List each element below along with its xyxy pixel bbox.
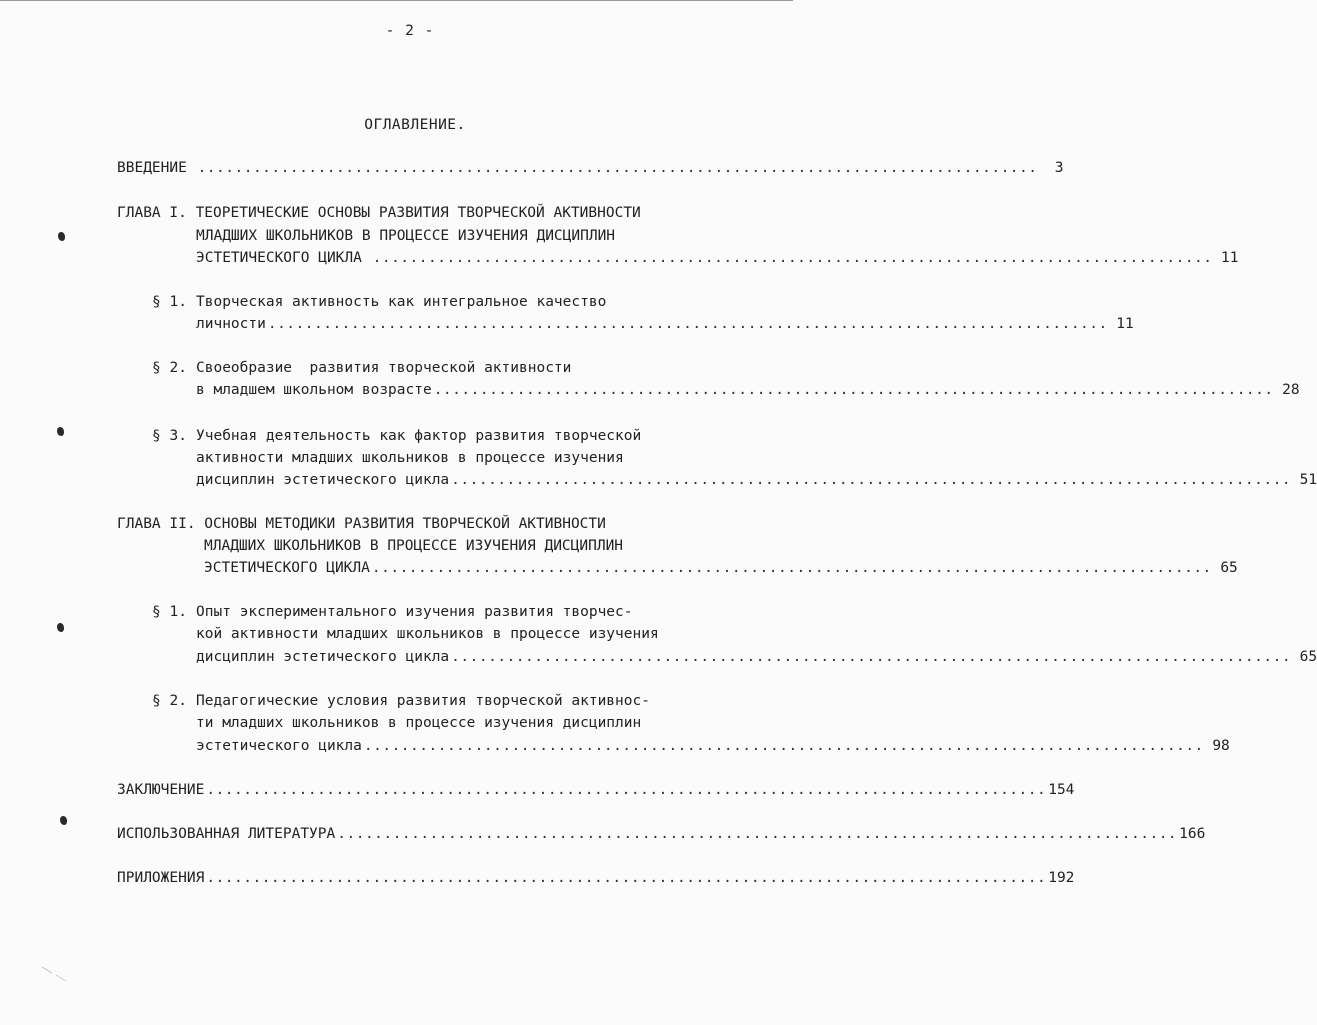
- section-title: Своеобразие развития творческой активности: [196, 360, 572, 376]
- toc-entry-intro: [117, 157, 1064, 179]
- toc-page: 154: [1048, 782, 1075, 798]
- leader-dots: ...........................................................................................: [372, 250, 1213, 266]
- leader-dots: ...........................................................................................: [267, 316, 1108, 332]
- toc-page: 11: [1116, 316, 1134, 332]
- toc-page: 28: [1282, 382, 1300, 398]
- toc-page: 65: [1220, 560, 1238, 576]
- toc-label: ЭСТЕТИЧЕСКОГО ЦИКЛА: [204, 560, 370, 576]
- toc-label: ИСПОЛЬЗОВАННАЯ ЛИТЕРАТУРА: [117, 826, 336, 842]
- section-number: § 3.: [152, 428, 187, 444]
- section-title: Творческая активность как интегральное качество: [196, 294, 607, 310]
- toc-label: ЗАКЛЮЧЕНИЕ: [117, 782, 205, 798]
- leader-dots: ...........................................................................................: [451, 649, 1292, 665]
- binding-hole-mark: [57, 427, 64, 436]
- leader-dots: ...........................................................................................: [363, 738, 1204, 754]
- toc-label: эстетического цикла: [196, 738, 362, 754]
- leader-dots: ...........................................................................................: [337, 826, 1178, 842]
- toc-entry-appendix: [117, 867, 1075, 889]
- section-title-line2: кой активности младших школьников в процессе изучения: [196, 626, 659, 642]
- toc-entry-ch1-s3: [196, 469, 1317, 491]
- chapter-2-heading: ГЛАВА II. ОСНОВЫ МЕТОДИКИ РАЗВИТИЯ ТВОРЧЕСКОЙ АКТИВНОСТИ: [117, 516, 606, 532]
- toc-page: 166: [1179, 826, 1206, 842]
- scan-specks: [40, 965, 80, 995]
- toc-label: ЭСТЕТИЧЕСКОГО ЦИКЛА: [196, 250, 371, 266]
- binding-hole-mark: [60, 816, 67, 825]
- chapter-1-heading: ГЛАВА I. ТЕОРЕТИЧЕСКИЕ ОСНОВЫ РАЗВИТИЯ ТВОРЧЕСКОЙ АКТИВНОСТИ: [117, 205, 641, 221]
- leader-dots: ...........................................................................................: [371, 560, 1212, 576]
- binding-hole-mark: [57, 623, 64, 632]
- toc-entry-chapter-1: [196, 247, 1239, 269]
- section-number: § 1.: [152, 294, 187, 310]
- toc-entry-chapter-2: [204, 557, 1238, 579]
- toc-page: 51: [1299, 472, 1317, 488]
- page-number: - 2 -: [385, 23, 435, 39]
- toc-label: в младшем школьном возрасте: [196, 382, 432, 398]
- page-title: ОГЛАВЛЕНИЕ.: [364, 117, 466, 133]
- chapter-1-heading-line2: МЛАДШИХ ШКОЛЬНИКОВ В ПРОЦЕССЕ ИЗУЧЕНИЯ ДИСЦИПЛИН: [196, 228, 616, 244]
- toc-page: 3: [1054, 160, 1064, 176]
- toc-entry-literature: [117, 823, 1206, 845]
- section-number: § 1.: [152, 604, 187, 620]
- section-number: § 2.: [152, 360, 187, 376]
- toc-page: 11: [1221, 250, 1239, 266]
- toc-page: 98: [1212, 738, 1230, 754]
- leader-dots: ...........................................................................................: [197, 160, 1038, 176]
- toc-entry-ch2-s1: [196, 646, 1317, 668]
- section-title-line2: ти младших школьников в процессе изучения дисциплин: [196, 715, 642, 731]
- scan-top-edge: [0, 0, 793, 1]
- toc-label: дисциплин эстетического цикла: [196, 649, 450, 665]
- leader-dots: ...........................................................................................: [433, 382, 1274, 398]
- toc-label: личности: [196, 316, 266, 332]
- section-title: Опыт экспериментального изучения развития творчес-: [196, 604, 633, 620]
- binding-hole-mark: [58, 232, 65, 241]
- section-title-line2: активности младших школьников в процессе изучения: [196, 450, 624, 466]
- toc-entry-ch2-s2: [196, 735, 1230, 757]
- leader-dots: ...........................................................................................: [206, 782, 1047, 798]
- chapter-2-heading-line2: МЛАДШИХ ШКОЛЬНИКОВ В ПРОЦЕССЕ ИЗУЧЕНИЯ ДИСЦИПЛИН: [204, 538, 624, 554]
- toc-entry-ch1-s1: [196, 313, 1134, 335]
- toc-entry-ch1-s2: [196, 379, 1300, 401]
- toc-entry-conclusion: [117, 779, 1075, 801]
- leader-dots: ...........................................................................................: [206, 870, 1047, 886]
- toc-label: ВВЕДЕНИЕ: [117, 160, 196, 176]
- toc-label: ПРИЛОЖЕНИЯ: [117, 870, 205, 886]
- toc-page: 65: [1299, 649, 1317, 665]
- section-number: § 2.: [152, 693, 187, 709]
- section-title: Педагогические условия развития творческой активнос-: [196, 693, 650, 709]
- toc-label: дисциплин эстетического цикла: [196, 472, 450, 488]
- leader-dots: ...........................................................................................: [451, 472, 1292, 488]
- toc-page: 192: [1048, 870, 1075, 886]
- section-title: Учебная деятельность как фактор развития творческой: [196, 428, 642, 444]
